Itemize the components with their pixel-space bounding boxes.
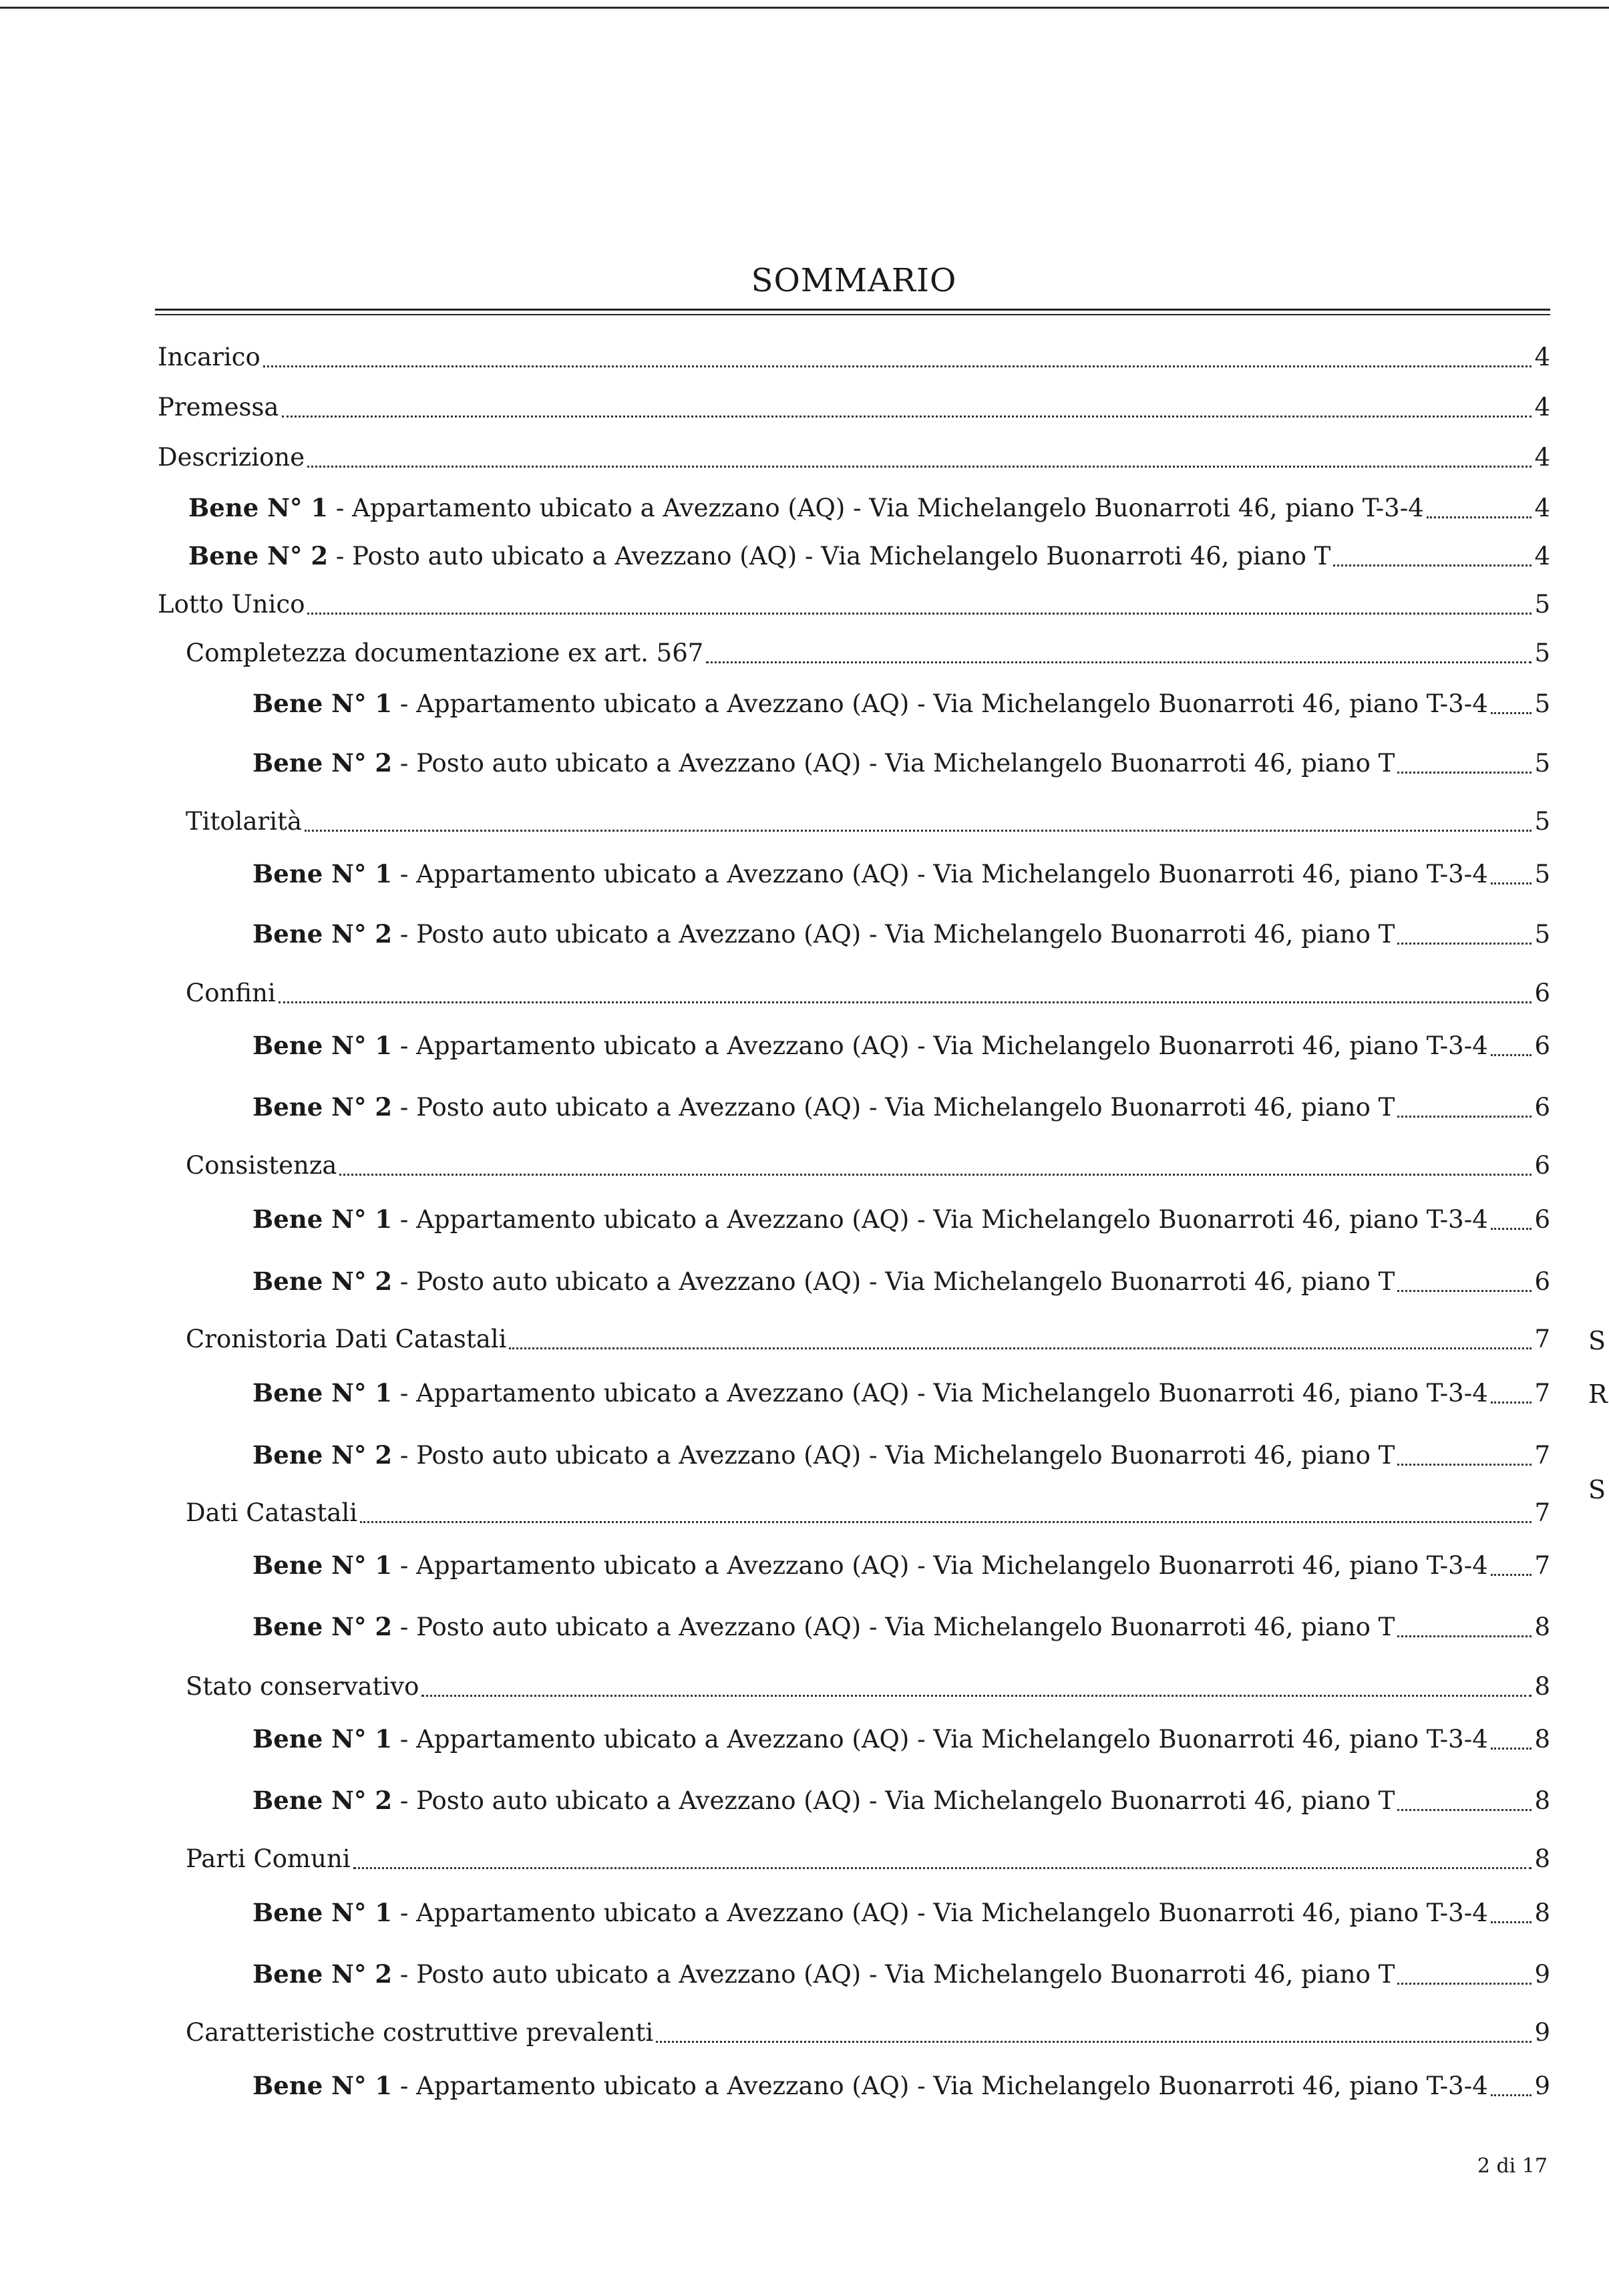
toc-entry-text: - Posto auto ubicato a Avezzano (AQ) - Via Michelangelo Buonarroti 46, piano T: [392, 1786, 1395, 1815]
toc-entry[interactable]: [252, 1896, 1550, 1930]
toc-entry-label: [252, 1202, 1488, 1237]
toc-entry-label: [158, 391, 279, 424]
toc-page-number: 6: [1534, 1267, 1550, 1296]
toc-page-number: 5: [1534, 749, 1550, 778]
toc-entry[interactable]: [186, 1670, 1550, 1703]
toc-entry-label: [186, 1323, 506, 1356]
toc-dot-leader: [1491, 1054, 1532, 1056]
toc-entry-text: Cronistoria Dati Catastali: [186, 1325, 507, 1353]
toc-entry[interactable]: [252, 1548, 1550, 1583]
toc-dot-leader: [307, 466, 1532, 468]
toc-entry-label: [186, 2016, 653, 2049]
toc-entry-text: - Posto auto ubicato a Avezzano (AQ) - Via Michelangelo Buonarroti 46, piano T: [392, 749, 1395, 778]
toc-entry[interactable]: [252, 1090, 1550, 1124]
toc-entry-label: [158, 588, 305, 621]
toc-entry[interactable]: [186, 805, 1550, 838]
toc-dot-leader: [509, 1347, 1532, 1349]
toc-dot-leader: [1491, 1574, 1532, 1576]
toc-entry-bene-label: Bene N° 1: [252, 689, 393, 718]
title-rule-bottom: [155, 314, 1550, 315]
toc-dot-leader: [307, 613, 1532, 615]
toc-entry-text: - Posto auto ubicato a Avezzano (AQ) - Via Michelangelo Buonarroti 46, piano T: [328, 542, 1331, 570]
toc-entry-text: Completezza documentazione ex art. 567: [186, 639, 704, 667]
toc-entry-label: [186, 637, 703, 670]
toc-entry-text: - Posto auto ubicato a Avezzano (AQ) - Via Michelangelo Buonarroti 46, piano T: [392, 1613, 1395, 1641]
scan-top-border: [0, 7, 1609, 9]
toc-page-number: 4: [1534, 542, 1550, 570]
toc-entry-text: - Appartamento ubicato a Avezzano (AQ) - Via Michelangelo Buonarroti 46, piano T-3-4: [392, 860, 1488, 888]
toc-dot-leader: [1491, 882, 1532, 884]
toc-entry[interactable]: [252, 1610, 1550, 1644]
toc-entry[interactable]: [188, 539, 1550, 573]
toc-entry-text: - Posto auto ubicato a Avezzano (AQ) - Via Michelangelo Buonarroti 46, piano T: [392, 1960, 1395, 1989]
toc-dot-leader: [656, 2041, 1532, 2043]
toc-entry-bene-label: Bene N° 2: [188, 541, 329, 570]
toc-dot-leader: [1397, 1464, 1532, 1466]
toc-entry-text: - Appartamento ubicato a Avezzano (AQ) - Via Michelangelo Buonarroti 46, piano T-3-4: [392, 1899, 1488, 1927]
toc-entry-label: [252, 1438, 1395, 1472]
toc-dot-leader: [282, 416, 1532, 418]
toc-entry-label: [252, 1548, 1488, 1583]
toc-entry-text: Descrizione: [158, 443, 305, 472]
toc-entry-bene-label: Bene N° 1: [252, 1204, 393, 1234]
toc-entry[interactable]: [186, 1323, 1550, 1356]
toc-entry-text: - Appartamento ubicato a Avezzano (AQ) - Via Michelangelo Buonarroti 46, piano T-3-4: [328, 494, 1424, 522]
toc-entry[interactable]: [188, 491, 1550, 525]
toc-page-number: 6: [1534, 1205, 1550, 1234]
page-number: 2 di 17: [1477, 2154, 1548, 2178]
toc-entry-text: Stato conservativo: [186, 1672, 419, 1701]
toc-page-number: 4: [1534, 393, 1550, 422]
toc-entry[interactable]: [252, 1784, 1550, 1818]
toc-entry-text: Dati Catastali: [186, 1498, 358, 1527]
toc-entry[interactable]: [158, 588, 1550, 621]
toc-page-number: 5: [1534, 590, 1550, 619]
toc-entry-label: [186, 805, 302, 838]
margin-fragment: R: [1588, 1379, 1608, 1409]
toc-page-number: 7: [1534, 1379, 1550, 1408]
toc-entry[interactable]: [186, 637, 1550, 670]
toc-entry-text: - Appartamento ubicato a Avezzano (AQ) - Via Michelangelo Buonarroti 46, piano T-3-4: [392, 2072, 1488, 2100]
toc-page-number: 5: [1534, 807, 1550, 836]
toc-entry-label: [188, 491, 1424, 525]
toc-entry-text: - Appartamento ubicato a Avezzano (AQ) - Via Michelangelo Buonarroti 46, piano T-3-4: [392, 1551, 1488, 1580]
toc-dot-leader: [360, 1521, 1532, 1523]
toc-dot-leader: [1491, 1228, 1532, 1230]
toc-entry-bene-label: Bene N° 2: [252, 1092, 393, 1122]
toc-page-number: 5: [1534, 920, 1550, 949]
toc-entry-label: [186, 1842, 351, 1876]
toc-dot-leader: [1491, 1748, 1532, 1750]
toc-entry-bene-label: Bene N° 2: [252, 1267, 393, 1296]
toc-entry[interactable]: [186, 1496, 1550, 1530]
toc-entry-label: [252, 1029, 1488, 1063]
toc-entry-label: [186, 977, 276, 1010]
toc-entry-label: [252, 917, 1395, 951]
toc-entry-bene-label: Bene N° 2: [252, 1786, 393, 1815]
toc-entry-text: - Posto auto ubicato a Avezzano (AQ) - Via Michelangelo Buonarroti 46, piano T: [392, 1267, 1395, 1296]
toc-page-number: 5: [1534, 639, 1550, 667]
toc-page-number: 4: [1534, 494, 1550, 522]
toc-entry[interactable]: [252, 687, 1550, 721]
toc-entry-bene-label: Bene N° 2: [252, 1959, 393, 1989]
toc-entry-text: - Posto auto ubicato a Avezzano (AQ) - Via Michelangelo Buonarroti 46, piano T: [392, 920, 1395, 949]
toc-entry-label: [186, 1149, 337, 1182]
toc-entry-bene-label: Bene N° 1: [252, 1378, 393, 1408]
margin-fragment: S: [1588, 1326, 1606, 1355]
toc-dot-leader: [706, 661, 1532, 663]
toc-page-number: 6: [1534, 1151, 1550, 1180]
toc-entry-label: [252, 1610, 1395, 1644]
margin-fragment: S: [1588, 1475, 1606, 1504]
toc-entry-text: - Posto auto ubicato a Avezzano (AQ) - Via Michelangelo Buonarroti 46, piano T: [392, 1441, 1395, 1470]
toc-entry-text: - Appartamento ubicato a Avezzano (AQ) - Via Michelangelo Buonarroti 46, piano T-3-4: [392, 1725, 1488, 1754]
toc-dot-leader: [1397, 1809, 1532, 1811]
toc-entry[interactable]: [252, 857, 1550, 891]
toc-dot-leader: [1397, 943, 1532, 945]
toc-entry[interactable]: [186, 1842, 1550, 1876]
toc-entry[interactable]: [252, 2069, 1550, 2103]
toc-entry-label: [252, 1957, 1395, 1991]
toc-entry-label: [158, 341, 260, 374]
toc-entry[interactable]: [186, 1149, 1550, 1182]
toc-entry[interactable]: [158, 441, 1550, 474]
toc-entry-text: Consistenza: [186, 1151, 337, 1180]
toc-entry-label: [252, 1784, 1395, 1818]
toc-entry-label: [186, 1670, 419, 1703]
toc-page-number: 8: [1534, 1786, 1550, 1815]
toc-entry-bene-label: Bene N° 1: [252, 1724, 393, 1754]
toc-entry[interactable]: [158, 391, 1550, 424]
toc-entry[interactable]: [186, 977, 1550, 1010]
toc-entry[interactable]: [252, 1438, 1550, 1472]
toc-entry-text: - Appartamento ubicato a Avezzano (AQ) - Via Michelangelo Buonarroti 46, piano T-3-4: [392, 1031, 1488, 1060]
toc-entry-text: Caratteristiche costruttive prevalenti: [186, 2018, 654, 2047]
toc-page-number: 7: [1534, 1551, 1550, 1580]
toc-page-number: 8: [1534, 1613, 1550, 1641]
toc-entry-bene-label: Bene N° 2: [252, 748, 393, 778]
toc-dot-leader: [353, 1867, 1532, 1869]
toc-entry[interactable]: [252, 1722, 1550, 1756]
toc-entry-bene-label: Bene N° 1: [252, 1550, 393, 1580]
toc-entry-text: Titolarità: [186, 807, 302, 836]
toc-entry[interactable]: [186, 2016, 1550, 2049]
title-rule-top: [155, 309, 1550, 311]
toc-entry[interactable]: [252, 1202, 1550, 1237]
toc-page-number: 9: [1534, 2072, 1550, 2100]
toc-entry-label: [186, 1496, 357, 1530]
toc-page-number: 7: [1534, 1441, 1550, 1470]
toc-entry-text: Premessa: [158, 393, 279, 422]
toc-page-number: 7: [1534, 1325, 1550, 1353]
toc-page-number: 7: [1534, 1498, 1550, 1527]
toc-dot-leader: [1397, 1116, 1532, 1118]
toc-page-number: 6: [1534, 1031, 1550, 1060]
toc-dot-leader: [305, 830, 1532, 832]
toc-entry[interactable]: [158, 341, 1550, 374]
toc-dot-leader: [1491, 1921, 1532, 1923]
page-title: SOMMARIO: [751, 262, 957, 299]
toc-entry-label: [252, 1265, 1395, 1299]
toc-page-number: 4: [1534, 443, 1550, 472]
toc-dot-leader: [339, 1174, 1532, 1176]
toc-dot-leader: [1333, 564, 1532, 566]
toc-entry-text: Confini: [186, 979, 276, 1007]
toc-dot-leader: [263, 365, 1532, 367]
toc-dot-leader: [1397, 1635, 1532, 1637]
toc-entry-bene-label: Bene N° 1: [188, 493, 329, 522]
toc-entry-bene-label: Bene N° 2: [252, 1440, 393, 1470]
toc-entry-bene-label: Bene N° 1: [252, 859, 393, 888]
toc-page-number: 8: [1534, 1672, 1550, 1701]
toc-entry-text: - Posto auto ubicato a Avezzano (AQ) - Via Michelangelo Buonarroti 46, piano T: [392, 1093, 1395, 1122]
toc-dot-leader: [1397, 1983, 1532, 1985]
toc-page-number: 5: [1534, 689, 1550, 718]
toc-entry-text: - Appartamento ubicato a Avezzano (AQ) - Via Michelangelo Buonarroti 46, piano T-3-4: [392, 689, 1488, 718]
toc-entry-bene-label: Bene N° 2: [252, 1612, 393, 1641]
toc-dot-leader: [1491, 1402, 1532, 1404]
toc-page-number: 8: [1534, 1725, 1550, 1754]
toc-entry[interactable]: [252, 1029, 1550, 1063]
toc-entry-bene-label: Bene N° 1: [252, 1031, 393, 1060]
toc-entry-text: Incarico: [158, 343, 260, 371]
toc-dot-leader: [1491, 2094, 1532, 2096]
toc-entry-label: [252, 687, 1488, 721]
toc-dot-leader: [1427, 516, 1532, 518]
toc-entry-label: [252, 1722, 1488, 1756]
toc-entry[interactable]: [252, 1265, 1550, 1299]
toc-page-number: 6: [1534, 979, 1550, 1007]
toc-entry-label: [252, 857, 1488, 891]
toc-page-number: 9: [1534, 1960, 1550, 1989]
toc-entry-bene-label: Bene N° 1: [252, 1898, 393, 1927]
toc-entry-label: [158, 441, 305, 474]
toc-entry-label: [252, 1376, 1488, 1410]
toc-entry[interactable]: [252, 746, 1550, 780]
toc-entry-label: [188, 539, 1330, 573]
toc-entry-text: - Appartamento ubicato a Avezzano (AQ) - Via Michelangelo Buonarroti 46, piano T-3-4: [392, 1379, 1488, 1408]
toc-entry-text: Parti Comuni: [186, 1844, 351, 1873]
toc-page-number: 9: [1534, 2018, 1550, 2047]
toc-page-number: 4: [1534, 343, 1550, 371]
toc-page-number: 8: [1534, 1844, 1550, 1873]
toc-dot-leader: [279, 1001, 1532, 1003]
toc-entry-text: - Appartamento ubicato a Avezzano (AQ) - Via Michelangelo Buonarroti 46, piano T-3-4: [392, 1205, 1488, 1234]
toc-dot-leader: [421, 1695, 1532, 1697]
toc-entry-label: [252, 2069, 1488, 2103]
toc-page-number: 5: [1534, 860, 1550, 888]
toc-entry-label: [252, 1090, 1395, 1124]
toc-entry[interactable]: [252, 1957, 1550, 1991]
toc-dot-leader: [1397, 772, 1532, 774]
toc-entry-text: Lotto Unico: [158, 590, 305, 619]
toc-page-number: 8: [1534, 1899, 1550, 1927]
toc-entry-bene-label: Bene N° 1: [252, 2071, 393, 2100]
toc-dot-leader: [1491, 712, 1532, 714]
toc-entry[interactable]: [252, 1376, 1550, 1410]
toc-dot-leader: [1397, 1290, 1532, 1292]
toc-entry-bene-label: Bene N° 2: [252, 919, 393, 949]
toc-entry-label: [252, 1896, 1488, 1930]
toc-page-number: 6: [1534, 1093, 1550, 1122]
toc-entry[interactable]: [252, 917, 1550, 951]
toc-entry-label: [252, 746, 1395, 780]
